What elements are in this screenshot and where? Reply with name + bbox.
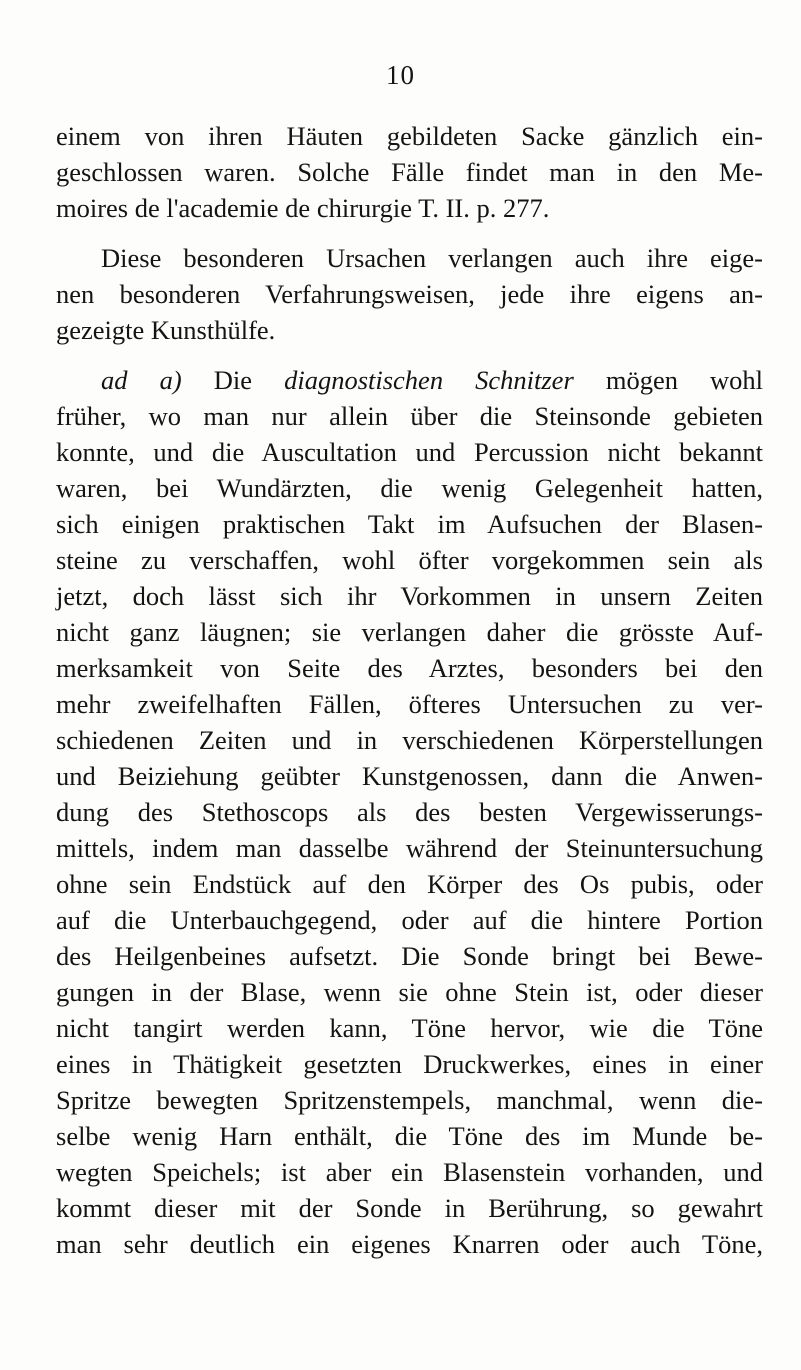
text-line: merksamkeit von Seite des Arztes, besonders bei den: [56, 653, 763, 683]
paragraph-3: [56, 362, 763, 1262]
text-line: konnte, und die Auscultation und Percussion nicht bekannt: [56, 437, 763, 467]
text-line: steine zu verschaffen, wohl öfter vorgekommen sein als: [56, 545, 763, 575]
text-line: und Beiziehung geübter Kunstgenossen, dann die Anwen-: [56, 761, 763, 791]
text-line: wegten Speichels; ist aber ein Blasenstein vorhanden, und: [56, 1157, 763, 1187]
text-line: mittels, indem man dasselbe während der Steinuntersuchung: [56, 833, 763, 863]
section-label: ad a): [101, 365, 182, 395]
text-line: geschlossen waren. Solche Fälle findet man in den Me-: [56, 157, 763, 187]
text-line: einem von ihren Häuten gebildeten Sacke gänzlich ein-: [56, 121, 763, 151]
text-line: des Heilgenbeines aufsetzt. Die Sonde bringt bei Bewe-: [56, 941, 763, 971]
text-line: ohne sein Endstück auf den Körper des Os pubis, oder: [56, 869, 763, 899]
text-line: kommt dieser mit der Sonde in Berührung, so gewahrt: [56, 1193, 763, 1223]
text-line: gezeigte Kunsthülfe.: [56, 315, 276, 345]
page-number: 10: [386, 60, 415, 90]
text-line-first: [56, 362, 763, 398]
paragraph-1: [56, 118, 763, 226]
text-line: schiedenen Zeiten und in verschiedenen Körperstellungen: [56, 725, 763, 755]
text-line: nen besonderen Verfahrungsweisen, jede ihre eigens an-: [56, 279, 763, 309]
text-line: früher, wo man nur allein über die Steinsonde gebieten: [56, 401, 763, 431]
text-line: gungen in der Blase, wenn sie ohne Stein ist, oder dieser: [56, 977, 763, 1007]
text-line: man sehr deutlich ein eigenes Knarren oder auch Töne,: [56, 1229, 763, 1259]
text-line: nicht tangirt werden kann, Töne hervor, wie die Töne: [56, 1013, 763, 1043]
text-line: Diese besonderen Ursachen verlangen auch ihre eige-: [101, 243, 763, 273]
text-line: mehr zweifelhaften Fällen, öfteres Untersuchen zu ver-: [56, 689, 763, 719]
text-line: dung des Stethoscops als des besten Vergewisserungs-: [56, 797, 763, 827]
text-line: nicht ganz läugnen; sie verlangen daher die grösste Auf-: [56, 617, 763, 647]
paragraph-2: [56, 240, 763, 348]
text-line: jetzt, doch lässt sich ihr Vorkommen in unsern Zeiten: [56, 581, 763, 611]
body-text: [56, 118, 763, 1262]
text-line: moires de l'academie de chirurgie T. II. p. 277.: [56, 193, 550, 223]
text-line: waren, bei Wundärzten, die wenig Gelegenheit hatten,: [56, 473, 763, 503]
text-line: eines in Thätigkeit gesetzten Druckwerkes, eines in einer: [56, 1049, 763, 1079]
text-line: auf die Unterbauchgegend, oder auf die hintere Portion: [56, 905, 763, 935]
text-fragment: Die: [213, 365, 252, 395]
text-line: Spritze bewegten Spritzenstempels, manchmal, wenn die-: [56, 1085, 763, 1115]
emphasized-term: diagnostischen Schnitzer: [284, 365, 574, 395]
text-fragment: mögen wohl: [605, 365, 764, 395]
text-line: selbe wenig Harn enthält, die Töne des im Munde be-: [56, 1121, 763, 1151]
text-line: sich einigen praktischen Takt im Aufsuchen der Blasen-: [56, 509, 763, 539]
